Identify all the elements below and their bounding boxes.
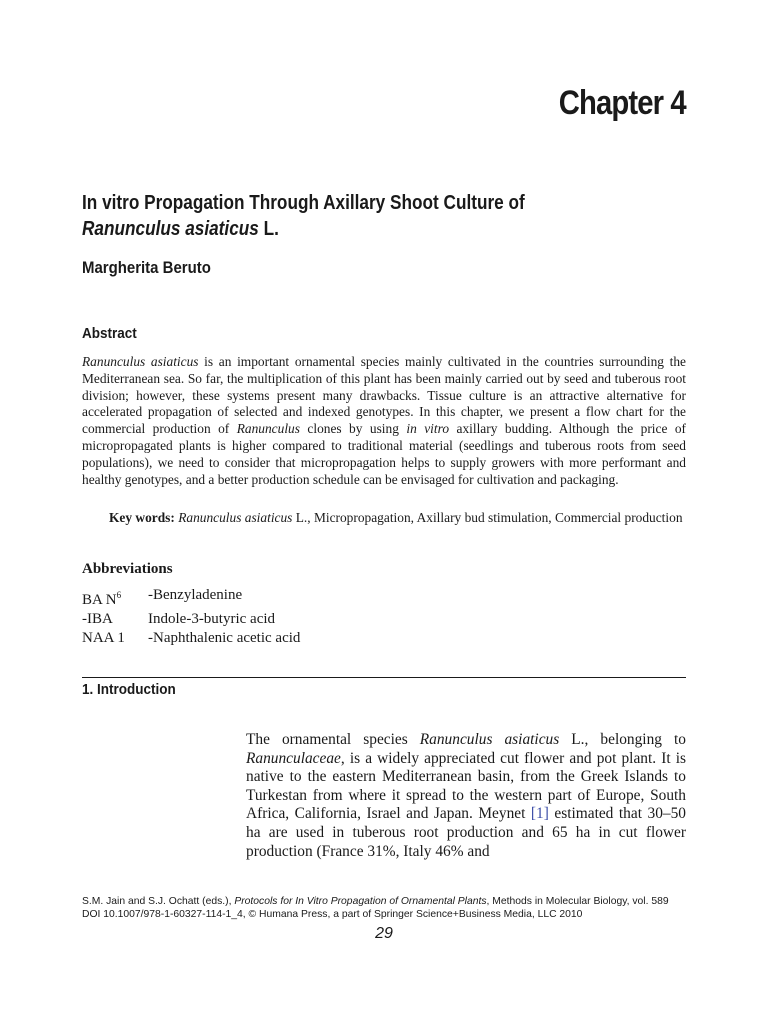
page-number: 29 (375, 925, 393, 942)
abstract-heading: Abstract (82, 325, 137, 342)
abbreviations-list (82, 586, 300, 648)
abbreviation-key (82, 586, 148, 610)
abbreviation-key-sup: 6 (116, 590, 122, 600)
keywords-label: Key words: (109, 510, 175, 525)
intro-family: Ranunculaceae (246, 749, 341, 767)
title-species: Ranunculus asiaticus (82, 218, 259, 240)
abstract-species: Ranunculus asiaticus (82, 354, 199, 369)
citation-link[interactable]: [1] (530, 805, 549, 823)
footer-editors: S.M. Jain and S.J. Ochatt (eds.), (82, 895, 235, 907)
footer-line-2: DOI 10.1007/978-1-60327-114-1_4, © Humana Press, a part of Springer Science+Business Media, LLC 2010 (82, 908, 583, 920)
abstract-in-vitro: in vitro (406, 421, 450, 437)
keywords-species: Ranunculus asiaticus (178, 510, 293, 525)
abstract-genus: Ranunculus (236, 421, 300, 437)
abbreviation-item (82, 610, 300, 629)
abbreviation-key: -IBA (82, 611, 113, 627)
title-suffix: L. (258, 218, 279, 240)
intro-part-a: The ornamental species (246, 731, 420, 748)
title-line-2 (82, 216, 615, 242)
footer-series: , Methods in Molecular Biology, vol. 589 (486, 895, 669, 907)
abstract-part-b: clones by using (299, 421, 407, 437)
abstract-text (82, 354, 686, 488)
abbreviation-value: Indole-3-butyric acid (148, 611, 276, 627)
article-title (82, 190, 615, 242)
author-name: Margherita Beruto (82, 258, 211, 277)
abbreviations-heading: Abbreviations (82, 561, 173, 577)
abbreviation-key-text: BA N (82, 592, 117, 608)
introduction-paragraph (246, 731, 686, 861)
introduction-heading: 1. Introduction (82, 681, 176, 698)
keywords (109, 510, 686, 527)
abbreviation-item (82, 629, 300, 648)
intro-part-c: , is a widely appreciated cut flower and pot plant. It is native to the eastern Mediterranean basin, from the Greek Islands to Turkestan from where it spread to the western part of Europe, South Africa, California, Israel and Japan. Meynet (246, 749, 686, 823)
abbreviation-item (82, 586, 300, 610)
publication-footer (82, 895, 693, 921)
title-line-1: In vitro Propagation Through Axillary Shoot Culture of (82, 192, 525, 214)
abstract-part-c: axillary budding. Although the price of micropropagated plants is higher compared to traditional material (seedlings and tuberous roots from seed populations), we need to consider that micropropagation helps to supply growers with more performant and healthy genotypes, and a better production schedule can be envisaged for cultivation and packaging. (82, 421, 686, 487)
abbreviation-key: NAA 1 (82, 630, 125, 646)
intro-part-b: L., belonging to (559, 731, 686, 748)
chapter-label: Chapter 4 (558, 84, 686, 122)
keywords-rest: L., Micropropagation, Axillary bud stimulation, Commercial production (292, 510, 683, 525)
intro-species: Ranunculus asiaticus (419, 731, 560, 748)
abbreviation-value: -Naphthalenic acetic acid (148, 630, 301, 646)
section-divider (82, 677, 686, 678)
intro-part-d: estimated that 30–50 ha are used in tuberous root production and 65 ha in cut flower production (France 31%, Italy 46% and (246, 805, 686, 860)
footer-book-title: Protocols for In Vitro Propagation of Ornamental Plants (234, 895, 487, 907)
footer-line-1 (82, 895, 693, 908)
abbreviation-value: -Benzyladenine (148, 587, 243, 603)
abstract-part-a: is an important ornamental species mainly cultivated in the countries surrounding the Mediterranean sea. So far, the multiplication of this plant has been mainly carried out by seed and tuberous root division; however, these systems present many drawbacks. Tissue culture is an attractive alternative for accelerated propagation of selected and indexed genotypes. In this chapter, we present a flow chart for the commercial production of (82, 354, 686, 437)
